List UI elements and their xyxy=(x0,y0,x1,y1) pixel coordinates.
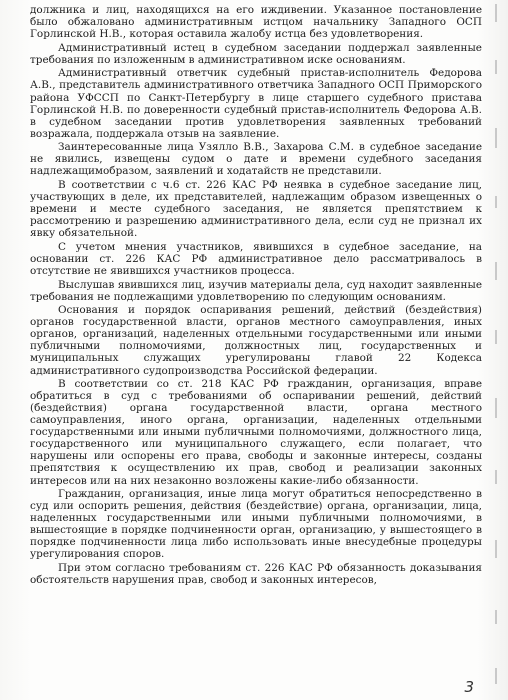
paragraph-8: Основания и порядок оспаривания решений, действий (бездействия) органов государственной власти, органов местного самоуправления, иных органов, организаций, наделенных отдельными государственными или иными публичными полномочиями, должностных лиц, государственных и муниципальных служащих урегулированы главой 22 Кодекса административного судопроизводства Российской федерации. xyxy=(30,304,482,377)
paragraph-11: При этом согласно требованиям ст. 226 КАС РФ обязанность доказывания обстоятельств нарушения прав, свобод и законных интересов, xyxy=(30,562,482,587)
paragraph-7: Выслушав явившихся лиц, изучив материалы дела, суд находит заявленные требования не подлежащими удовлетворению по следующим основаниям. xyxy=(30,278,482,303)
paragraph-9: В соответствии со ст. 218 КАС РФ гражданин, организация, вправе обратиться в суд с требованиями об оспаривании решений, действий (бездействия) органа государственной власти, органа местного самоуправления, иного органа, организации, наделенных отдельными государственными или иными публичными полномочиями, должностного лица, государственного или муниципального служащего, если полагает, что нарушены или оспорены его права, свободы и законные интересы, созданы препятствия к осуществлению их прав, свобод и реализации законных интересов или на них незаконно возложены какие-либо обязанности. xyxy=(30,378,482,487)
binding-edge xyxy=(492,0,502,700)
paragraph-6: С учетом мнения участников, явившихся в судебное заседание, на основании ст. 226 КАС РФ административное дело рассматривалось в отсутствие не явившихся участников процесса. xyxy=(30,240,482,277)
paragraph-2: Административный истец в судебном заседании поддержал заявленные требования по изложенным в административном иске основаниям. xyxy=(30,41,482,66)
paragraph-1: должника и лиц, находящихся на его иждивении. Указанное постановление было обжаловано административным истцом начальнику Западного ОСП Горлинской Н.В., которая оставила жалобу истца без удовлетворения. xyxy=(30,4,482,41)
page-number: 3 xyxy=(464,678,474,696)
paragraph-3: Административный ответчик судебный пристав-исполнитель Федорова А.В., представитель административного ответчика Западного ОСП Приморского района УФССП по Санкт-Петербургу в лице старшего судебного пристава Горлинской Н.В. по доверенности судебный пристав-исполнитель Федорова А.В. в судебном заседании против удовлетворения заявленных требований возражала, поддержала отзыв на заявление. xyxy=(30,67,482,140)
paragraph-4: Заинтересованные лица Узялло В.В., Захарова С.М. в судебное заседание не явились, извещены судом о дате и времени судебного заседания надлежащимобразом, заявлений и ходатайств не представили. xyxy=(30,141,482,178)
paragraph-5: В соответствии с ч.6 ст. 226 КАС РФ неявка в судебное заседание лиц, участвующих в деле, их представителей, надлежащим образом извещенных о времени и месте судебного заседания, не является препятствием к рассмотрению и разрешению административного дела, если суд не признал их явку обязательной. xyxy=(30,179,482,240)
paragraph-10: Гражданин, организация, иные лица могут обратиться непосредственно в суд или оспорить решения, действия (бездействие) органа, организации, лица, наделенных государственными или иными публичными полномочиями, в вышестоящие в порядке подчиненности орган, организацию, у вышестоящего в порядке подчиненности лица либо использовать иные внесудебные процедуры урегулирования споров. xyxy=(30,488,482,561)
document-body xyxy=(30,4,482,588)
